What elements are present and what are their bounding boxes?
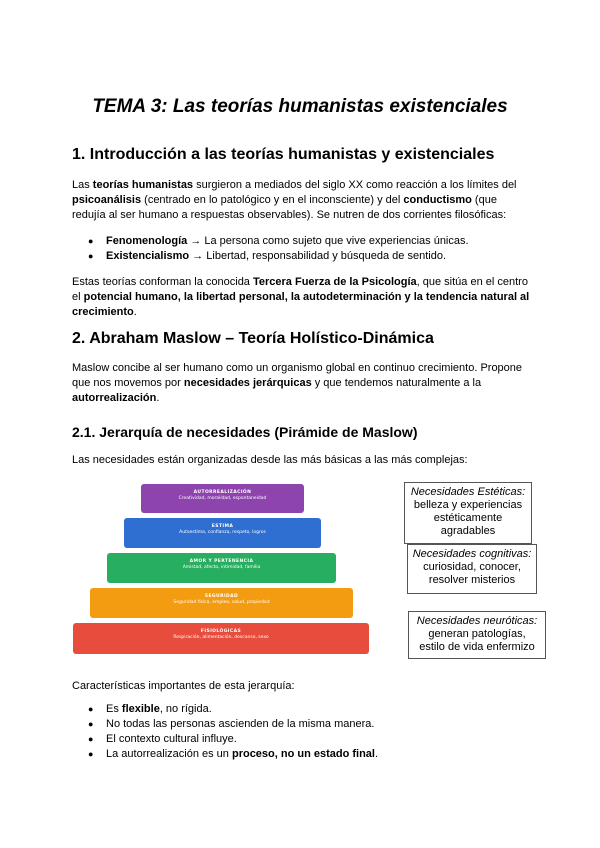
aesthetic-needs-box: Necesidades Estéticas: belleza y experiencias estéticamente agradables [404, 482, 532, 544]
philosophy-list [72, 234, 532, 264]
pyramid-level-safety: SEGURIDAD Seguridad física, empleo, salud, propiedad [90, 588, 353, 618]
neurotic-needs-box: Necesidades neuróticas: generan patologías, estilo de vida enfermizo [408, 611, 546, 659]
section-2-paragraph: Maslow concibe al ser humano como un organismo global en continuo crecimiento. Propone que nos movemos por necesidades jerárquicas y que tendemos naturalmente a la autorrealización. [72, 362, 523, 404]
cognitive-needs-box: Necesidades cognitivas: curiosidad, conocer, resolver misterios [407, 544, 537, 594]
pyramid-level-esteem: ESTIMA Autoestima, confianza, respeto, logros [124, 518, 321, 548]
page-title: TEMA 3: Las teorías humanistas existenciales [92, 96, 508, 117]
list-item: ● El contexto cultural influye. [72, 732, 532, 747]
section-2-1-heading: 2.1. Jerarquía de necesidades (Pirámide de Maslow) [72, 424, 418, 440]
pyramid-level-physiological: FISIOLÓGICAS Respiración, alimentación, descanso, sexo [73, 623, 369, 654]
list-item: ● Fenomenología → La persona como sujeto que vive experiencias únicas. [72, 234, 532, 249]
list-item: ● La autorrealización es un proceso, no un estado final. [72, 747, 532, 762]
characteristics-list [72, 702, 532, 762]
section-1-paragraph-1: Las teorías humanistas surgieron a mediados del siglo XX como reacción a los límites del psicoanálisis (centrado en lo patológico y en el inconsciente) y del conductismo (que redujía al ser humano a respuestas observables). Se nutren de dos corrientes filosóficas: [72, 179, 517, 221]
pyramid-level-self-actualization: AUTORREALIZACIÓN Creatividad, moralidad, espontaneidad [141, 484, 304, 513]
characteristics-intro: Características importantes de esta jerarquía: [72, 680, 295, 692]
pyramid-level-love-belonging: AMOR Y PERTENENCIA Amistad, afecto, intimidad, familia [107, 553, 336, 583]
section-1-heading: 1. Introducción a las teorías humanistas y existenciales [72, 146, 495, 163]
section-2-1-intro: Las necesidades están organizadas desde las más básicas a las más complejas: [72, 454, 468, 466]
section-2-heading: 2. Abraham Maslow – Teoría Holístico-Dinámica [72, 330, 434, 347]
section-1-paragraph-2: Estas teorías conforman la conocida Tercera Fuerza de la Psicología, que sitúa en el centro el potencial humano, la libertad personal, la autodeterminación y la tendencia natural al crecimiento. [72, 276, 530, 318]
list-item: ● Es flexible, no rígida. [72, 702, 532, 717]
list-item: ● Existencialismo → Libertad, responsabilidad y búsqueda de sentido. [72, 249, 532, 264]
list-item: ● No todas las personas ascienden de la misma manera. [72, 717, 532, 732]
